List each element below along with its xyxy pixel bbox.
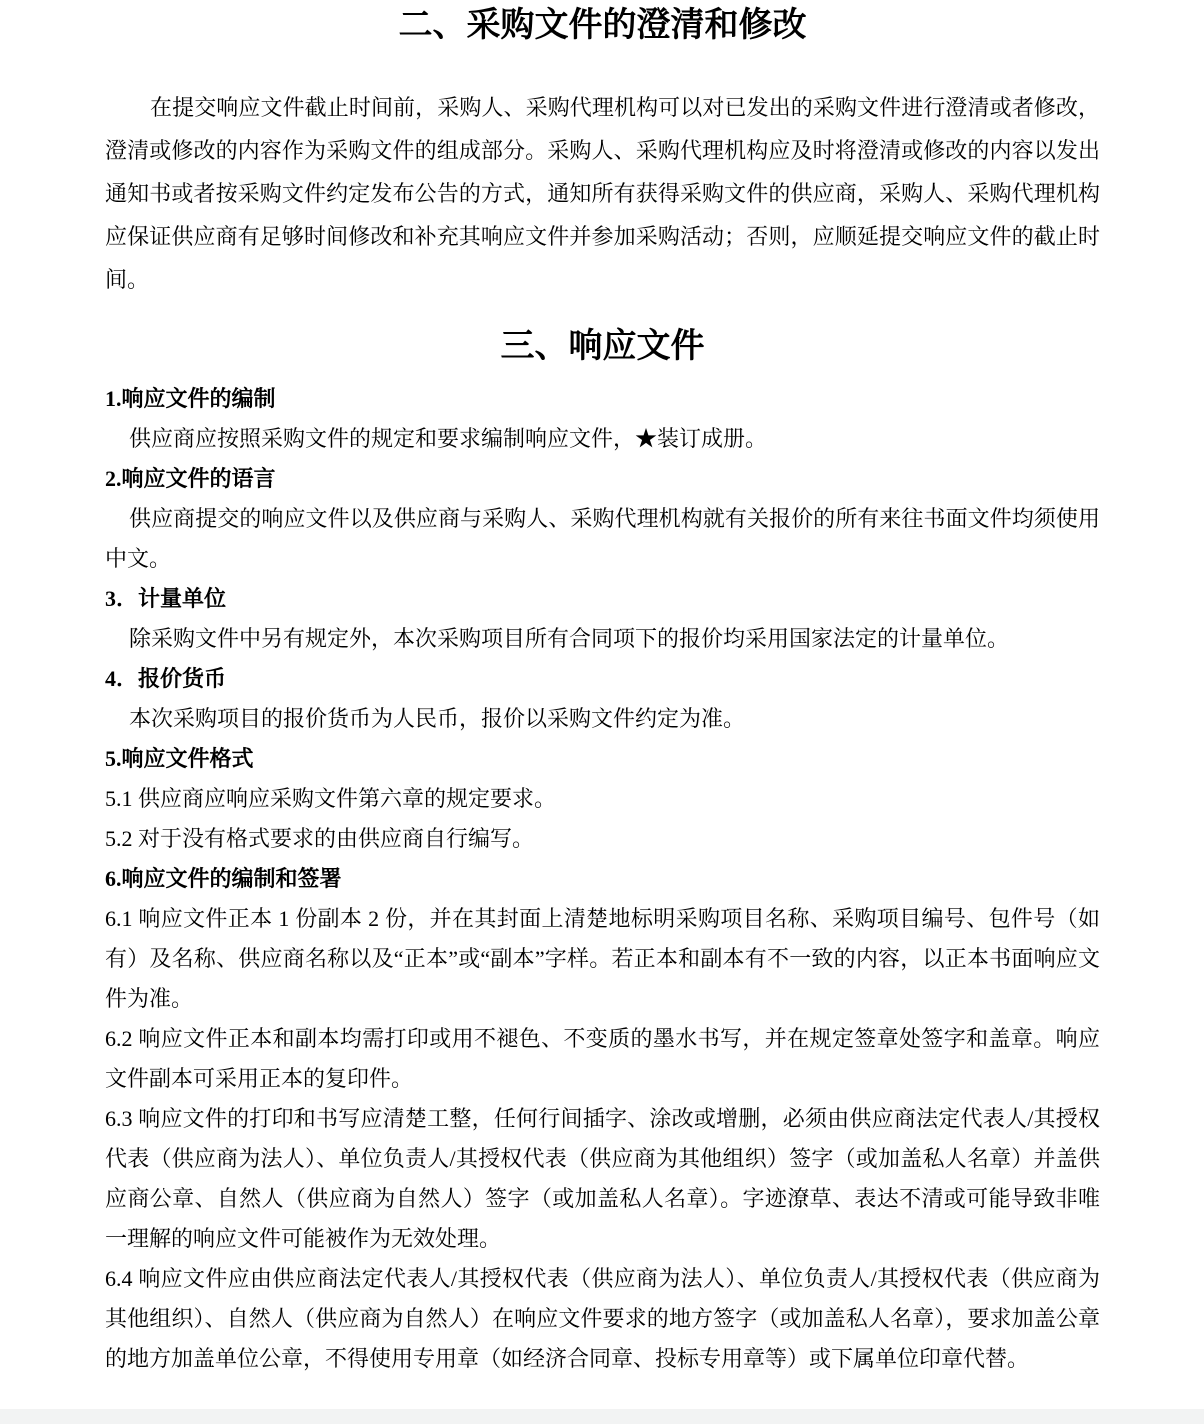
clause-5-1: 5.1 供应商应响应采购文件第六章的规定要求。 bbox=[105, 786, 557, 811]
item-2-heading: 2.响应文件的语言 bbox=[105, 466, 276, 491]
clause-5-2: 5.2 对于没有格式要求的由供应商自行编写。 bbox=[105, 826, 535, 851]
item-6-heading: 6.响应文件的编制和签署 bbox=[105, 866, 342, 891]
clause-6-1: 6.1 响应文件正本 1 份副本 2 份，并在其封面上清楚地标明采购项目名称、采购项目编号、包件号（如有）及名称、供应商名称以及“正本”或“副本”字样。若正本和副本有不一致的内容，以正本书面响应文件为准。 bbox=[105, 906, 1100, 1011]
item-1-heading: 1.响应文件的编制 bbox=[105, 386, 276, 411]
section-response-title: 三、响应文件 bbox=[500, 328, 705, 365]
clause-6-3: 6.3 响应文件的打印和书写应清楚工整，任何行间插字、涂改或增删，必须由供应商法定代表人/其授权代表（供应商为法人）、单位负责人/其授权代表（供应商为其他组织）签字（或加盖私人名章）并盖供应商公章、自然人（供应商为自然人）签字（或加盖私人名章）。字迹潦草、表达不清或可能导致非唯一理解的响应文件可能被作为无效处理。 bbox=[105, 1106, 1100, 1251]
item-4-body: 本次采购项目的报价货币为人民币，报价以采购文件约定为准。 bbox=[129, 706, 746, 731]
item-3-body: 除采购文件中另有规定外，本次采购项目所有合同项下的报价均采用国家法定的计量单位。 bbox=[129, 626, 1010, 651]
item-5-heading: 5.响应文件格式 bbox=[105, 746, 254, 771]
section-response-body bbox=[105, 379, 1100, 1379]
item-1-body: 供应商应按照采购文件的规定和要求编制响应文件，★装订成册。 bbox=[129, 426, 768, 451]
clause-6-4: 6.4 响应文件应由供应商法定代表人/其授权代表（供应商为法人）、单位负责人/其授权代表（供应商为其他组织）、自然人（供应商为自然人）在响应文件要求的地方签字（或加盖私人名章），要求加盖公章的地方加盖单位公章，不得使用专用章（如经济合同章、投标专用章等）或下属单位印章代替。 bbox=[105, 1266, 1100, 1371]
section-clarification-paragraph: 在提交响应文件截止时间前，采购人、采购代理机构可以对已发出的采购文件进行澄清或者修改，澄清或修改的内容作为采购文件的组成部分。采购人、采购代理机构应及时将澄清或修改的内容以发出通知书或者按采购文件约定发布公告的方式，通知所有获得采购文件的供应商，采购人、采购代理机构应保证供应商有足够时间修改和补充其响应文件并参加采购活动；否则，应顺延提交响应文件的截止时间。 bbox=[105, 95, 1100, 292]
section-clarification-title: 二、采购文件的澄清和修改 bbox=[398, 7, 807, 44]
page-bottom-edge bbox=[0, 1409, 1204, 1424]
clause-6-2: 6.2 响应文件正本和副本均需打印或用不褪色、不变质的墨水书写，并在规定签章处签字和盖章。响应文件副本可采用正本的复印件。 bbox=[105, 1026, 1100, 1091]
item-4-heading: 4．报价货币 bbox=[105, 666, 227, 691]
item-3-heading: 3．计量单位 bbox=[105, 586, 227, 611]
item-2-body: 供应商提交的响应文件以及供应商与采购人、采购代理机构就有关报价的所有来往书面文件均须使用中文。 bbox=[105, 506, 1100, 571]
